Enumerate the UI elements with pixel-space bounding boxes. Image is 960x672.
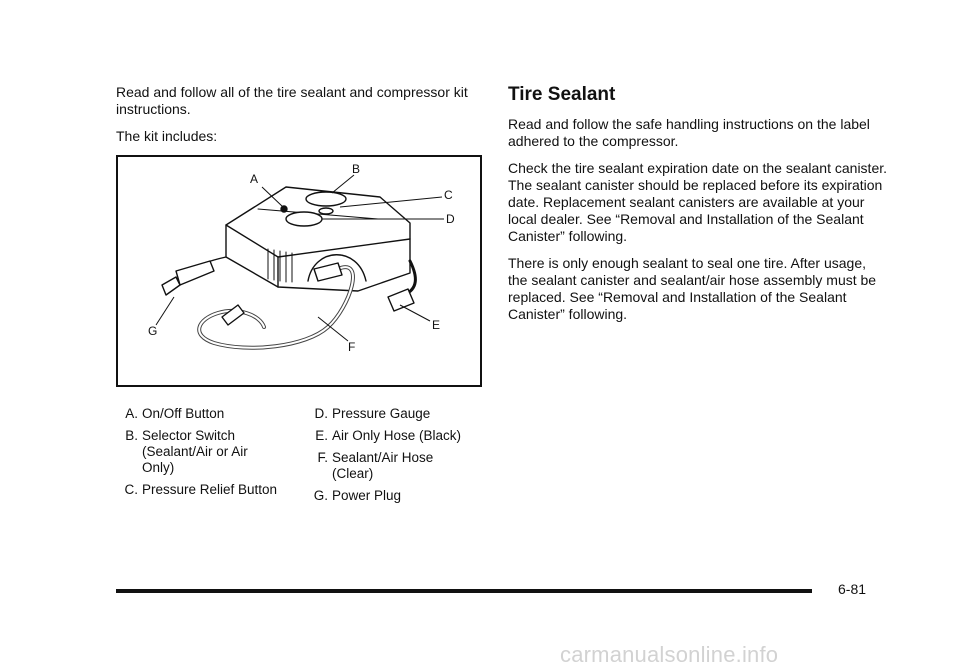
callout-a: A [250,172,259,186]
on-off-button [281,206,287,212]
callout-e: E [432,318,441,332]
compressor-illustration [118,157,480,385]
callout-c: C [444,188,453,202]
legend-letter: C. [124,482,138,497]
legend-letter: A. [125,406,138,421]
legend-letter: B. [125,428,138,443]
legend-column-2 [306,406,486,510]
callout-b: B [352,162,361,176]
figure-legend [116,406,486,516]
pressure-gauge-dial [286,212,322,226]
intro-paragraph: Read and follow all of the tire sealant and compressor kit instructions. [116,84,468,117]
callout-d: D [446,212,455,226]
legend-column-1 [116,406,306,504]
legend-text: Pressure Relief Button [142,482,278,497]
callout-f: F [348,340,356,354]
legend-text: Power Plug [332,488,402,503]
power-plug-body [176,261,214,285]
legend-item-d [306,406,486,422]
legend-text: Air Only Hose (Black) [332,428,462,443]
page-number: 6-81 [838,581,867,597]
legend-letter: G. [313,488,328,503]
legend-text: Selector Switch (Sealant/Air or Air Only) [142,428,248,475]
legend-letter: E. [315,428,328,443]
legend-letter: F. [317,450,328,465]
legend-text: Pressure Gauge [332,406,431,421]
kit-includes-text: The kit includes: [116,128,218,144]
compressor-kit-figure [116,155,482,387]
paragraph-one-tire: There is only enough sealant to seal one tire. After usage, the sealant canister and sealant/air hose assembly must be replaced. See “Removal and Installation of the Sealant Canister” following. [508,255,877,322]
legend-item-e [306,428,486,444]
callout-g: G [148,324,158,338]
legend-item-c [116,482,306,498]
paragraph-safe-handling: Read and follow the safe handling instructions on the label adhered to the compressor. [508,116,870,149]
legend-text: Sealant/Air Hose (Clear) [332,450,434,481]
legend-text: On/Off Button [142,406,225,421]
legend-item-g [306,488,486,504]
footer-rule [116,589,812,593]
watermark: carmanualsonline.info [560,642,779,667]
selector-switch-dial [306,192,346,206]
legend-letter: D. [314,406,328,421]
right-column [508,84,888,333]
section-title: Tire Sealant [508,84,616,105]
left-column [116,84,484,387]
legend-item-a [116,406,306,422]
legend-item-f [306,450,462,482]
legend-item-b [116,428,272,476]
paragraph-expiration: Check the tire sealant expiration date on the sealant canister. The sealant canister should be replaced before its expiration date. Replacement sealant canisters are available at your local dealer. See “Removal and Installation of the Sealant Canister” following. [508,160,888,244]
